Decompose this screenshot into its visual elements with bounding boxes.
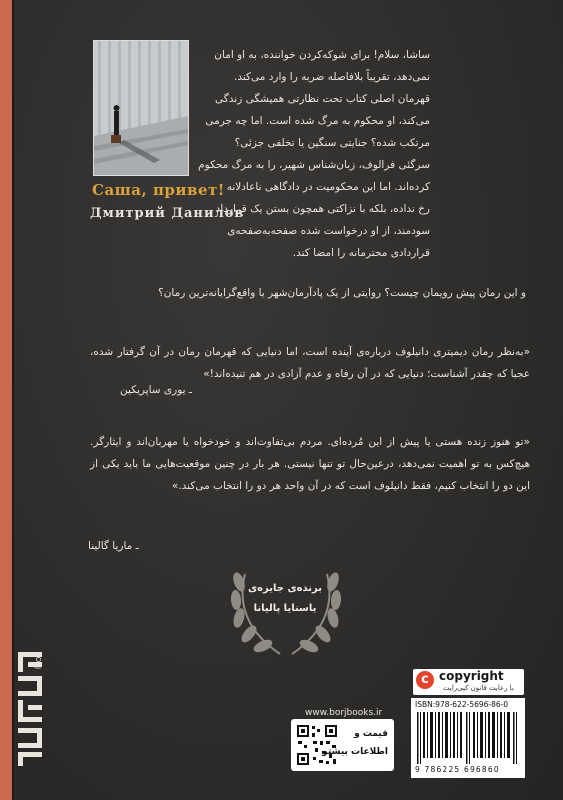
isbn-text: ISBN:978-622-5696-86-0 <box>415 700 509 709</box>
blurb-line: قهرمان اصلی کتاب تحت نظارتی همیشگی زندگی <box>215 93 430 105</box>
isbn-barcode <box>411 698 525 778</box>
publisher-website[interactable]: www.borjbooks.ir <box>305 708 383 718</box>
blurb-line: مرتکب شده؟ جنایتی سنگین یا تخلفی جزئی؟ <box>234 137 430 149</box>
review-author-2: ـ ماریا گالینا <box>88 540 139 552</box>
blurb-line: سودمند، از او درخواست شده صفحه‌به‌صفحه‌ی <box>227 225 430 237</box>
blurb-question: و این رمان پیش رویمان چیست؟ روایتی از یک پادآرمان‌شهر یا واقع‌گرایانه‌ترین رمان؟ <box>158 287 526 299</box>
publisher-logo-label: BORJ <box>34 652 42 670</box>
copyright-badge <box>413 669 524 695</box>
review-quote-1: «به‌نظر رمان دیمیتری دانیلوف درباره‌ی آینده است، اما دنیایی که قهرمان رمان در آن گرفتار شده، عجبا که چقدر آشناست؛ دنیایی که در آن رفاه و عدم آزادی در هم تنیده‌اند!» <box>90 346 530 380</box>
blurb-line: رخ نداده، بلکه با نزاکتی همچون بستن یک قرارداد <box>215 203 430 215</box>
copyright-word: copyright <box>439 669 504 683</box>
blurb-line: ساشا، سلام! برای شوکه‌کردن خواننده، به او امان <box>214 49 430 61</box>
barcode-bars-icon <box>417 712 519 764</box>
qr-code-icon[interactable] <box>295 723 339 767</box>
blurb-line: نمی‌دهد، تقریباً بلافاصله ضربه را وارد می‌کند. <box>233 71 430 83</box>
price-label-line-2: اطلاعات بیشتر <box>322 747 388 757</box>
price-info-box <box>291 719 394 771</box>
blurb-line: کرده‌اند. اما این محکومیت در دادگاهی ناعادلانه <box>226 181 430 193</box>
price-label-line-1: قیمت و <box>354 729 388 739</box>
spine-divider <box>12 0 14 800</box>
spine-accent-strip <box>0 0 12 800</box>
copyright-icon: c <box>416 671 434 689</box>
barcode-number: 9 786225 696860 <box>415 765 500 774</box>
award-line-2: یاسنایا پالیانا <box>253 603 317 614</box>
review-quote-2: «تو هنوز زنده هستی یا پیش از این مُرده‌ای. مردم بی‌تفاوت‌اند و خودخواه یا مهربان‌اند و ایثارگر. هیچ‌کس به تو اهمیت نمی‌دهد، درعین‌حال تو تنها نیستی. هر بار در چنین موقعیت‌هایی ما باید یکی از این دو را انتخاب کنیم، فقط دانیلوف است که در آن واحد هر دو را انتخاب می‌کند.» <box>90 436 530 492</box>
cover-author: Дмитрий Данилов <box>90 206 245 221</box>
cover-title: Саша, привет! <box>92 181 225 199</box>
blurb-paragraph <box>100 44 430 264</box>
copyright-subtitle: با رعایت قانون کپی‌رایت <box>443 684 514 692</box>
blurb-line: قراردادی محترمانه را امضا کند. <box>292 247 430 259</box>
blurb-line: سرگئی فرالوف، زبان‌شناس شهیر، را به مرگ محکوم <box>198 159 430 171</box>
review-author-1: ـ یوری ساپریکین <box>120 384 192 396</box>
blurb-line: می‌کند، او محکوم به مرگ شده است. اما چه جرمی <box>205 115 430 127</box>
award-line-1: برنده‌ی جایزه‌ی <box>247 583 323 594</box>
